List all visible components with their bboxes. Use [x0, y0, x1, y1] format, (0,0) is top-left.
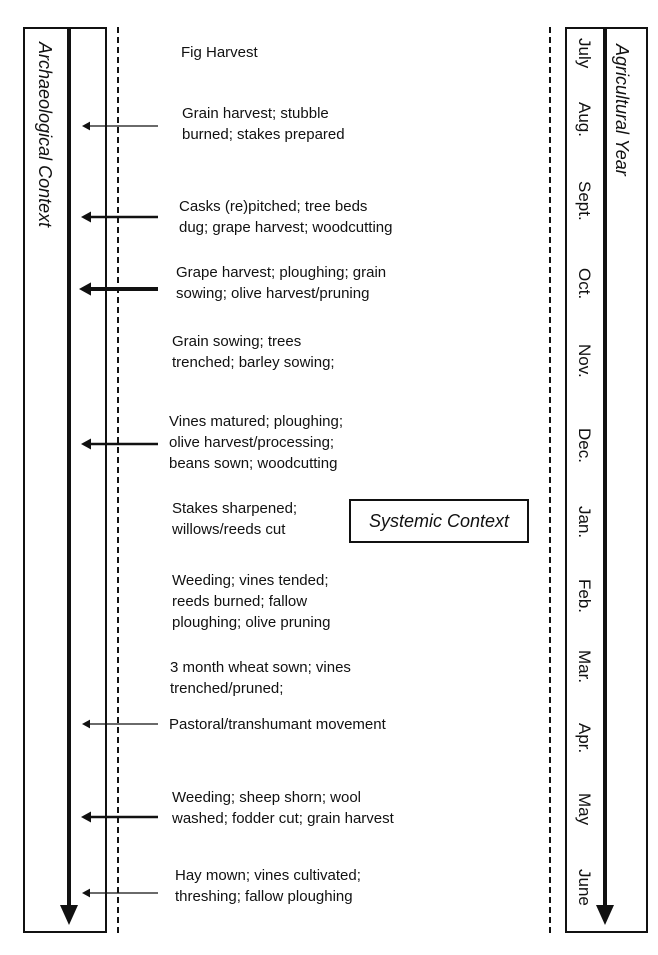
month-label: Sept.: [575, 181, 594, 221]
activity-text: Stakes sharpened; willows/reeds cut: [172, 500, 298, 538]
archaeological-timeline-arrow-head: [60, 905, 78, 925]
activity-text: Grain sowing; trees trenched; barley sowing;: [172, 333, 335, 371]
activity-text: Vines matured; ploughing; olive harvest/processing; beans sown; woodcutting: [169, 413, 344, 472]
activity-text: Weeding; sheep shorn; wool washed; fodder cut; grain harvest: [172, 789, 394, 827]
month-label: Aug.: [575, 102, 594, 137]
activity-text: 3 month wheat sown; vines trenched/pruned;: [170, 659, 351, 697]
activity-arrow-head: [81, 212, 91, 223]
month-label: Feb.: [575, 579, 594, 614]
month-label: Apr.: [575, 723, 594, 754]
activity-arrow-head: [82, 720, 90, 729]
agricultural-timeline-arrow-head: [596, 905, 614, 925]
month-label: July: [575, 38, 594, 69]
activity-text: Weeding; vines tended; reeds burned; fallow ploughing; olive pruning: [172, 572, 331, 631]
activity-text: Pastoral/transhumant movement: [169, 716, 386, 733]
month-label: Dec.: [575, 428, 594, 463]
activity-text: Casks (re)pitched; tree beds dug; grape harvest; woodcutting: [179, 198, 393, 236]
activity-arrow-head: [82, 889, 90, 898]
activity-arrow-head: [79, 282, 91, 295]
activity-arrow-head: [81, 812, 91, 823]
systemic-context-label: Systemic Context: [368, 510, 510, 531]
activity-text: Hay mown; vines cultivated; threshing; fallow ploughing: [175, 867, 361, 905]
activity-text: Grape harvest; ploughing; grain sowing; olive harvest/pruning: [176, 264, 387, 302]
month-label: June: [575, 869, 594, 906]
activity-text: Grain harvest; stubble burned; stakes prepared: [182, 105, 345, 143]
month-label: Oct.: [575, 268, 594, 300]
month-label: Nov.: [575, 344, 594, 378]
archaeological-context-label: Archaeological Context: [35, 42, 55, 228]
activity-arrow-head: [82, 122, 90, 131]
month-label: Mar.: [575, 650, 594, 684]
activity-arrow-head: [81, 439, 91, 450]
month-label: May: [575, 793, 594, 826]
month-label: Jan.: [575, 506, 594, 539]
agricultural-year-label: Agricultural Year: [612, 44, 632, 176]
activity-text: Fig Harvest: [181, 44, 258, 61]
